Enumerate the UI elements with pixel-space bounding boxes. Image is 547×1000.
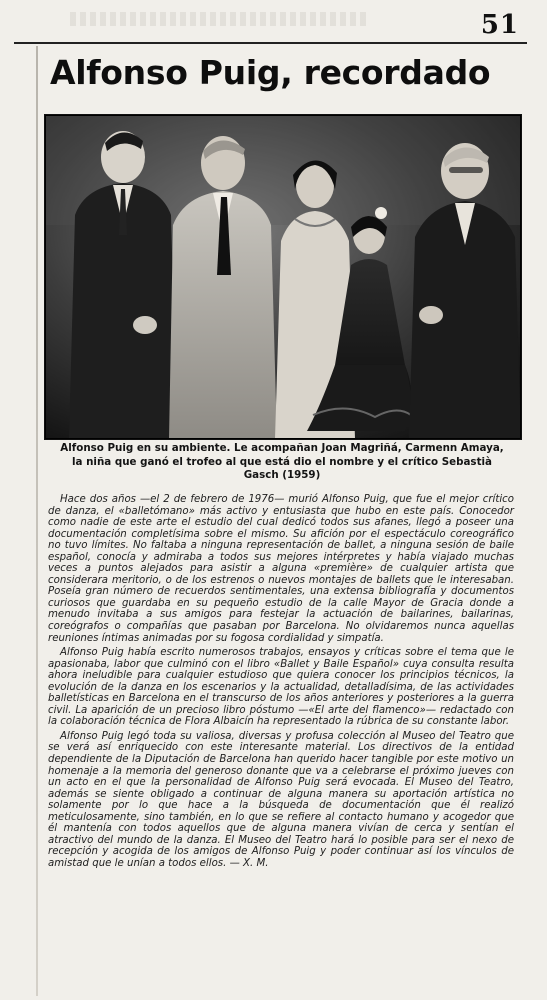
page-number: 51: [480, 10, 519, 40]
article-body: [48, 494, 514, 873]
photo-illustration: [45, 115, 521, 439]
caption-line-2: la niña que ganó el trofeo al que está dio el nombre y el crítico Sebastià: [72, 455, 492, 468]
article-photo: [44, 114, 522, 440]
header-rule: [14, 42, 527, 44]
photo-caption: [52, 442, 512, 483]
caption-line-3: Gasch (1959): [243, 469, 321, 482]
article-paragraph-3-text: Alfonso Puig legó toda su valiosa, diversas y profusa colección al Museo del Teatro que se verá así enriquecido con este interesante material. Los directivos de la entidad dependiente de la Diputación de Barcelona han querido hacer tangible por este motivo un homenaje a la memoria del generoso donante que va a celebrarse el próximo jueves con un acto en el que la personalidad de Alfonso Puig será evocada. El Museo del Teatro, además se siente obligado a continuar de alguna manera su aportación artística no solamente por lo que hace a la búsqueda de documentación que él realizó meticulosamente, sino también, en lo que se refiere al contacto humano y acogedor que él mantenía con todos aquellos que de alguna manera vivían de cerca y sentían el atractivo del mundo de la danza. El Museo del Teatro hará lo posible para ser el nexo de recepción y acogida de los amigos de Alfonso Puig y poder continuar así los vínculos de amistad que le unían a todos ellos.: [48, 730, 514, 869]
column-rule: [36, 46, 38, 996]
article-signature: — X. M.: [229, 857, 269, 869]
article-paragraph-2: Alfonso Puig había escrito numerosos trabajos, ensayos y críticas sobre el tema que le apasionaba, labor que culminó con el libro «Ballet y Baile Español» cuya consulta resulta ahora ineludible para cualquier estudioso que quiera conocer los principios técnicos, la evolución de la danza en los escenarios y la actualidad, detalladísima, de las actividades balletísticas en Barcelona en el transcurso de los años anteriores y posteriores a la guerra civil. La aparición de un precioso libro póstumo —«El arte del flamenco»— redactado con la colaboración técnica de Flora Albaicín ha representado la rúbrica de su constante labor.: [48, 647, 514, 728]
article-paragraph-3: [48, 731, 514, 870]
caption-line-1: Alfonso Puig en su ambiente. Le acompañan Joan Magriñá, Carmenn Amaya,: [60, 442, 504, 454]
header-smudge: [70, 12, 370, 26]
article-paragraph-1: Hace dos años —el 2 de febrero de 1976— murió Alfonso Puig, que fue el mejor crítico de danza, el «balletómano» más activo y entusiasta que hubo en este país. Conocedor como nadie de este arte el estudio del cual dedicó todos sus afanes, llegó a poseer una documentación completísima sobre el mismo. Su afición por el espectáculo coreográfico no tuvo límites. No faltaba a ninguna representación de ballet, a ninguna sesión de baile español, conocía y admiraba a todos sus mejores intérpretes y había viajado muchas veces a puntos alejados para asistir a alguna «première» de cualquier artista que considerara meritorio, o de los estrenos o nuevos montajes de ballets que le interesaban. Poseía gran número de recuerdos sentimentales, una extensa bibliografía y documentos curiosos que guardaba en su pequeño estudio de la calle Mayor de Gracia donde a menudo invitaba a sus amigos para festejar la actuación de bailarines, bailarinas, coreógrafos o compañías que pasaban por Barcelona. No olvidaremos nunca aquellas reuniones íntimas animadas por su fogosa cordialidad y simpatía.: [48, 494, 514, 644]
article-headline: Alfonso Puig, recordado: [50, 53, 491, 92]
